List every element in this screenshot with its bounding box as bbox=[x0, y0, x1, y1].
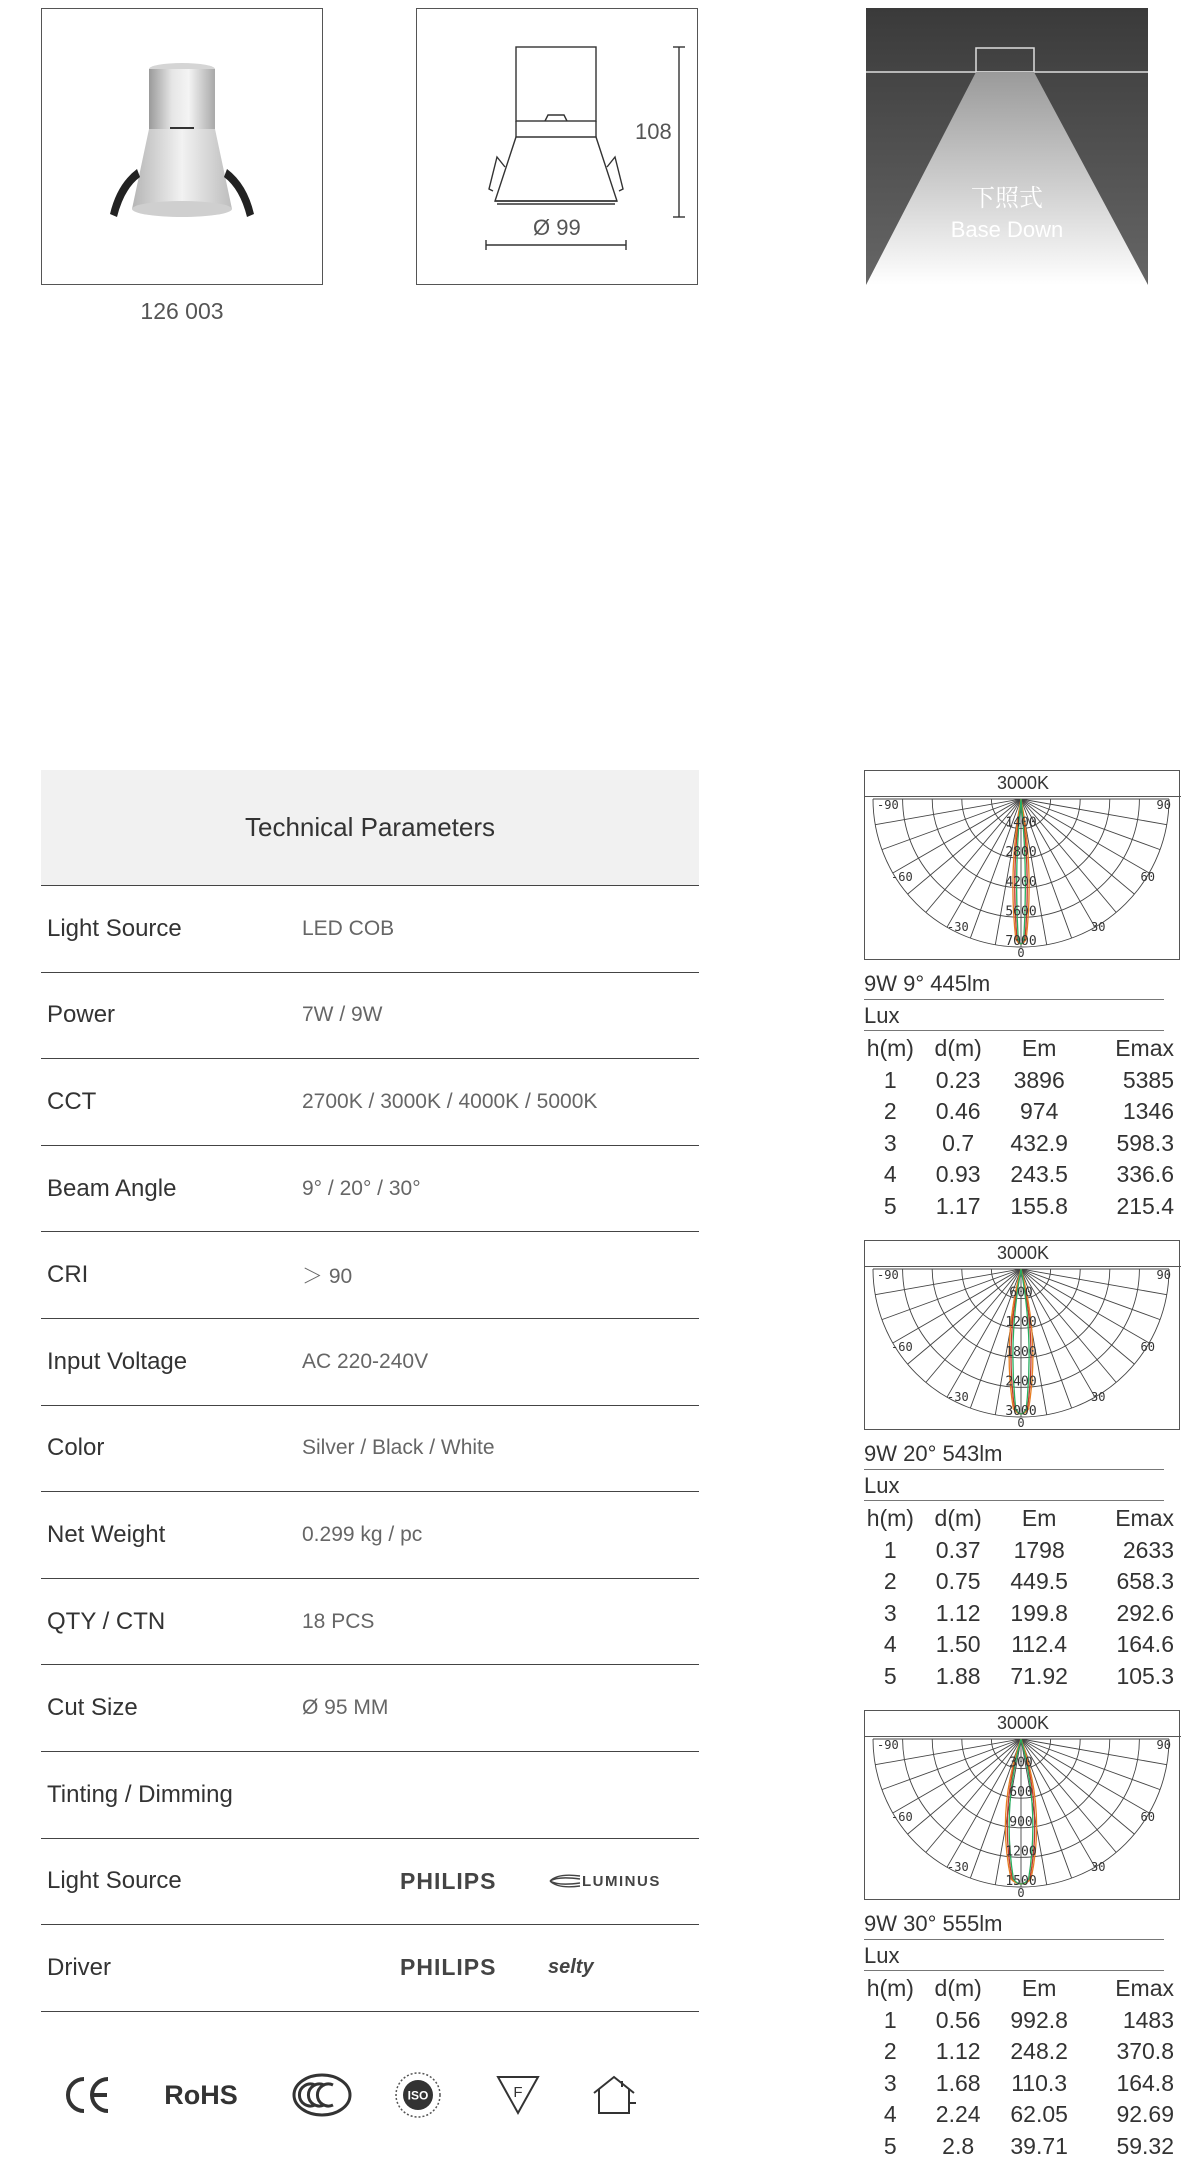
lux-table bbox=[864, 1503, 1184, 1692]
ce-mark-icon bbox=[61, 2050, 117, 2140]
lux-table-cell: 4 bbox=[883, 1161, 897, 1188]
polar-cct-title: 3000K bbox=[865, 1711, 1181, 1737]
lux-table-header: d(m) bbox=[934, 1505, 982, 1532]
angle-label: 0 bbox=[1017, 1886, 1025, 1899]
philips-logo: PHILIPS bbox=[400, 1954, 497, 1981]
angle-label: 90 bbox=[1156, 1738, 1171, 1752]
ring-label: 3000 bbox=[1005, 1404, 1037, 1419]
polar-diagram bbox=[864, 1710, 1180, 1900]
param-value: AC 220-240V bbox=[302, 1349, 429, 1373]
ring-label: 1400 bbox=[1005, 815, 1037, 831]
lux-table-cell: 248.2 bbox=[1010, 2038, 1068, 2065]
param-label: CRI bbox=[47, 1261, 89, 1289]
param-value: LED COB bbox=[302, 916, 395, 940]
lux-table-cell: 432.9 bbox=[1010, 1129, 1068, 1156]
lux-table-cell: 4 bbox=[883, 1631, 897, 1658]
lux-table-cell: 1.50 bbox=[935, 1631, 981, 1658]
ring-label: 600 bbox=[1009, 1285, 1033, 1301]
lux-table-cell: 370.8 bbox=[1116, 2038, 1174, 2065]
param-label: Light Source bbox=[47, 1867, 182, 1895]
lux-table-cell: 199.8 bbox=[1010, 1599, 1068, 1626]
lux-table-cell: 2 bbox=[883, 1098, 897, 1125]
table-row bbox=[864, 1629, 1184, 1661]
param-row bbox=[41, 1059, 699, 1146]
svg-text:ISO: ISO bbox=[407, 2088, 429, 2103]
lux-table-cell: 1 bbox=[883, 1536, 897, 1563]
angle-label: 90 bbox=[1156, 1268, 1171, 1282]
lux-table-cell: 155.8 bbox=[1010, 1192, 1068, 1219]
lux-table-cell: 0.7 bbox=[942, 1129, 975, 1156]
param-label: Tinting / Dimming bbox=[47, 1780, 233, 1808]
base-down-icon bbox=[866, 8, 1148, 285]
model-code: 126 003 bbox=[140, 298, 224, 324]
param-row bbox=[41, 1232, 699, 1319]
angle-label: -60 bbox=[891, 1340, 913, 1354]
lux-table-header: h(m) bbox=[866, 1505, 914, 1532]
driver-brand-row bbox=[41, 1925, 699, 2012]
lux-table-cell: 2.24 bbox=[935, 2101, 981, 2128]
param-label: Net Weight bbox=[47, 1520, 166, 1548]
param-value: 0.299 kg / pc bbox=[302, 1522, 423, 1546]
param-value: 9° / 20° / 30° bbox=[302, 1176, 421, 1200]
table-row bbox=[864, 1096, 1184, 1128]
beam-spec: 9W 30° 555lm bbox=[864, 1910, 1164, 1940]
lux-table-header: Emax bbox=[1115, 1035, 1174, 1062]
lux-table-cell: 1 bbox=[883, 1066, 897, 1093]
table-row bbox=[864, 1661, 1184, 1693]
lux-table-cell: 71.92 bbox=[1010, 1662, 1068, 1689]
ring-label: 300 bbox=[1009, 1755, 1033, 1771]
lux-table-cell: 3896 bbox=[1013, 1066, 1065, 1093]
ccc-mark-icon bbox=[289, 2050, 355, 2140]
param-row bbox=[41, 886, 699, 973]
lux-table-cell: 112.4 bbox=[1011, 1631, 1068, 1658]
angle-label: 60 bbox=[1140, 870, 1155, 884]
lux-table-cell: 62.05 bbox=[1010, 2101, 1068, 2128]
param-row bbox=[41, 1146, 699, 1233]
lux-table-cell: 336.6 bbox=[1116, 1161, 1174, 1188]
table-row bbox=[864, 2005, 1184, 2037]
lux-table bbox=[864, 1973, 1184, 2162]
ring-label: 900 bbox=[1009, 1814, 1033, 1830]
table-row bbox=[864, 1535, 1184, 1567]
angle-label: 60 bbox=[1140, 1340, 1155, 1354]
angle-label: -30 bbox=[947, 1860, 969, 1874]
luminus-logo: LUMINUS bbox=[548, 1839, 661, 1925]
lux-table-cell: 0.75 bbox=[935, 1568, 981, 1595]
ring-label: 1200 bbox=[1005, 1844, 1037, 1860]
beam-spec: 9W 9° 445lm bbox=[864, 970, 1164, 1000]
table-row bbox=[864, 1128, 1184, 1160]
rohs-mark: RoHS bbox=[164, 2079, 238, 2110]
mount-type-illustration bbox=[866, 8, 1148, 285]
lux-table-cell: 0.23 bbox=[935, 1066, 981, 1093]
param-label: QTY / CTN bbox=[47, 1607, 166, 1635]
lux-table-cell: 598.3 bbox=[1116, 1129, 1174, 1156]
certification-row bbox=[41, 2050, 699, 2140]
param-label: Input Voltage bbox=[47, 1347, 188, 1375]
lux-table-cell: 92.69 bbox=[1116, 2101, 1174, 2128]
param-value: Silver / Black / White bbox=[302, 1436, 495, 1460]
lux-table-cell: 105.3 bbox=[1116, 1662, 1174, 1689]
param-row bbox=[41, 973, 699, 1060]
param-value: 7W / 9W bbox=[302, 1003, 383, 1027]
ring-label: 1800 bbox=[1005, 1344, 1037, 1360]
lux-table-cell: 0.56 bbox=[935, 2006, 981, 2033]
light-source-brand-row bbox=[41, 1839, 699, 1926]
angle-label: -90 bbox=[877, 798, 899, 812]
angle-label: 30 bbox=[1091, 1860, 1106, 1874]
lux-table-cell: 3 bbox=[883, 1599, 897, 1626]
lux-table-cell: 4 bbox=[883, 2101, 897, 2128]
ring-label: 1500 bbox=[1005, 1874, 1037, 1889]
lux-table-cell: 3 bbox=[883, 2069, 897, 2096]
f-mark-icon bbox=[493, 2050, 543, 2140]
lux-table bbox=[864, 1033, 1184, 1222]
ring-label: 5600 bbox=[1005, 904, 1037, 920]
lux-table-cell: 1.88 bbox=[935, 1662, 981, 1689]
ring-label: 600 bbox=[1009, 1785, 1033, 1801]
lux-table-cell: 0.37 bbox=[935, 1536, 981, 1563]
params-title: Technical Parameters bbox=[41, 770, 699, 886]
angle-label: -30 bbox=[947, 920, 969, 934]
downlight-photo-icon bbox=[42, 9, 321, 283]
ring-label: 2800 bbox=[1005, 845, 1037, 861]
dimension-drawing-frame bbox=[416, 8, 698, 285]
angle-label: 0 bbox=[1017, 1416, 1025, 1429]
polar-grid bbox=[865, 1267, 1178, 1429]
lux-table-cell: 2.8 bbox=[942, 2132, 975, 2159]
lux-table-cell: 292.6 bbox=[1116, 1599, 1174, 1626]
angle-label: -90 bbox=[877, 1268, 899, 1282]
ring-label: 1200 bbox=[1005, 1315, 1037, 1331]
lux-table-cell: 215.4 bbox=[1116, 1192, 1174, 1219]
lux-unit: Lux bbox=[864, 1001, 1164, 1031]
lux-table-cell: 1.12 bbox=[935, 2038, 981, 2065]
lux-table-cell: 110.3 bbox=[1011, 2069, 1068, 2096]
lux-table-cell: 3 bbox=[883, 1129, 897, 1156]
lux-table-header: Em bbox=[1021, 1035, 1057, 1062]
angle-label: 60 bbox=[1140, 1810, 1155, 1824]
ring-label: 7000 bbox=[1005, 934, 1037, 949]
lux-table-cell: 974 bbox=[1019, 1098, 1059, 1125]
param-row bbox=[41, 1752, 699, 1839]
angle-label: -60 bbox=[891, 1810, 913, 1824]
dimension-drawing bbox=[417, 9, 696, 283]
lux-table-cell: 1.68 bbox=[935, 2069, 981, 2096]
product-photo-frame bbox=[41, 8, 323, 285]
angle-label: 90 bbox=[1156, 798, 1171, 812]
param-label: Beam Angle bbox=[47, 1174, 177, 1202]
lux-table-cell: 1 bbox=[883, 2006, 897, 2033]
lux-table-cell: 5 bbox=[883, 1192, 897, 1219]
lux-table-cell: 2633 bbox=[1122, 1536, 1174, 1563]
table-row bbox=[864, 1065, 1184, 1097]
table-row bbox=[864, 1191, 1184, 1223]
table-row bbox=[864, 2099, 1184, 2131]
param-row bbox=[41, 1579, 699, 1666]
lux-table-cell: 1.12 bbox=[935, 1599, 981, 1626]
ring-label: 2400 bbox=[1005, 1374, 1037, 1390]
lux-table-header: Emax bbox=[1115, 1505, 1174, 1532]
table-row bbox=[864, 2036, 1184, 2068]
param-label: Cut Size bbox=[47, 1694, 138, 1722]
lux-table-cell: 5 bbox=[883, 1662, 897, 1689]
table-row bbox=[864, 1566, 1184, 1598]
param-label: Power bbox=[47, 1001, 116, 1029]
lux-table-cell: 449.5 bbox=[1010, 1568, 1068, 1595]
polar-grid bbox=[865, 797, 1178, 959]
lux-table-cell: 1346 bbox=[1122, 1098, 1174, 1125]
lux-table-header: h(m) bbox=[866, 1975, 914, 2002]
angle-label: -90 bbox=[877, 1738, 899, 1752]
lux-table-cell: 164.6 bbox=[1116, 1631, 1174, 1658]
mount-type-en: Base Down bbox=[950, 217, 1064, 242]
lux-table-header: d(m) bbox=[934, 1035, 982, 1062]
lux-table-cell: 5 bbox=[883, 2132, 897, 2159]
lux-table-cell: 992.8 bbox=[1010, 2006, 1068, 2033]
param-row bbox=[41, 1665, 699, 1752]
lux-table-cell: 1483 bbox=[1122, 2006, 1174, 2033]
lux-table-header: d(m) bbox=[934, 1975, 982, 2002]
param-label: Driver bbox=[47, 1953, 111, 1981]
lux-table-cell: 243.5 bbox=[1010, 1161, 1068, 1188]
table-row bbox=[864, 1159, 1184, 1191]
table-row bbox=[864, 2068, 1184, 2100]
param-value: 2700K / 3000K / 4000K / 5000K bbox=[302, 1089, 598, 1113]
param-value: Ø 95 MM bbox=[302, 1696, 389, 1720]
param-label: Light Source bbox=[47, 914, 182, 942]
param-label: Color bbox=[47, 1434, 105, 1462]
polar-diagram bbox=[864, 770, 1180, 960]
table-row bbox=[864, 2131, 1184, 2163]
lux-table-cell: 59.32 bbox=[1116, 2132, 1174, 2159]
iso-mark-icon bbox=[393, 2050, 443, 2140]
diameter-dimension-label: Ø 99 bbox=[533, 215, 581, 240]
ring-label: 4200 bbox=[1005, 874, 1037, 890]
param-row bbox=[41, 1406, 699, 1493]
luminus-swoosh-icon bbox=[548, 1873, 582, 1889]
lux-table-cell: 1.17 bbox=[935, 1192, 981, 1219]
polar-diagram bbox=[864, 1240, 1180, 1430]
lux-table-header: Emax bbox=[1115, 1975, 1174, 2002]
selty-logo: selty bbox=[548, 1956, 594, 1979]
table-row bbox=[864, 1598, 1184, 1630]
lux-table-cell: 0.46 bbox=[935, 1098, 981, 1125]
lux-table-header: Em bbox=[1021, 1505, 1057, 1532]
angle-label: -60 bbox=[891, 870, 913, 884]
param-value: 18 PCS bbox=[302, 1609, 375, 1633]
polar-grid bbox=[865, 1737, 1178, 1899]
lux-table-cell: 0.93 bbox=[935, 1161, 981, 1188]
lux-table-cell: 2 bbox=[883, 1568, 897, 1595]
technical-parameters-table bbox=[41, 770, 699, 2012]
lux-unit: Lux bbox=[864, 1471, 1164, 1501]
angle-label: 30 bbox=[1091, 1390, 1106, 1404]
angle-label: 30 bbox=[1091, 920, 1106, 934]
angle-label: -30 bbox=[947, 1390, 969, 1404]
mount-type-cn: 下照式 bbox=[971, 184, 1043, 212]
angle-label: 0 bbox=[1017, 946, 1025, 959]
param-value: ＞ 90 bbox=[302, 1265, 353, 1289]
house-mark-icon bbox=[589, 2050, 639, 2140]
lux-table-header: h(m) bbox=[866, 1035, 914, 1062]
lux-table-cell: 658.3 bbox=[1116, 1568, 1174, 1595]
polar-cct-title: 3000K bbox=[865, 771, 1181, 797]
lux-table-cell: 164.8 bbox=[1116, 2069, 1174, 2096]
polar-cct-title: 3000K bbox=[865, 1241, 1181, 1267]
lux-table-header: Em bbox=[1021, 1975, 1057, 2002]
param-row bbox=[41, 1319, 699, 1406]
beam-spec: 9W 20° 543lm bbox=[864, 1440, 1164, 1470]
svg-text:F: F bbox=[513, 2084, 523, 2101]
lux-unit: Lux bbox=[864, 1941, 1164, 1971]
param-label: CCT bbox=[47, 1087, 97, 1115]
philips-logo: PHILIPS bbox=[400, 1867, 497, 1894]
lux-table-cell: 1798 bbox=[1013, 1536, 1065, 1563]
lux-table-cell: 2 bbox=[883, 2038, 897, 2065]
lux-table-cell: 5385 bbox=[1122, 1066, 1174, 1093]
lux-table-cell: 39.71 bbox=[1010, 2132, 1068, 2159]
height-dimension-label: 108 bbox=[635, 119, 672, 144]
param-row bbox=[41, 1492, 699, 1579]
